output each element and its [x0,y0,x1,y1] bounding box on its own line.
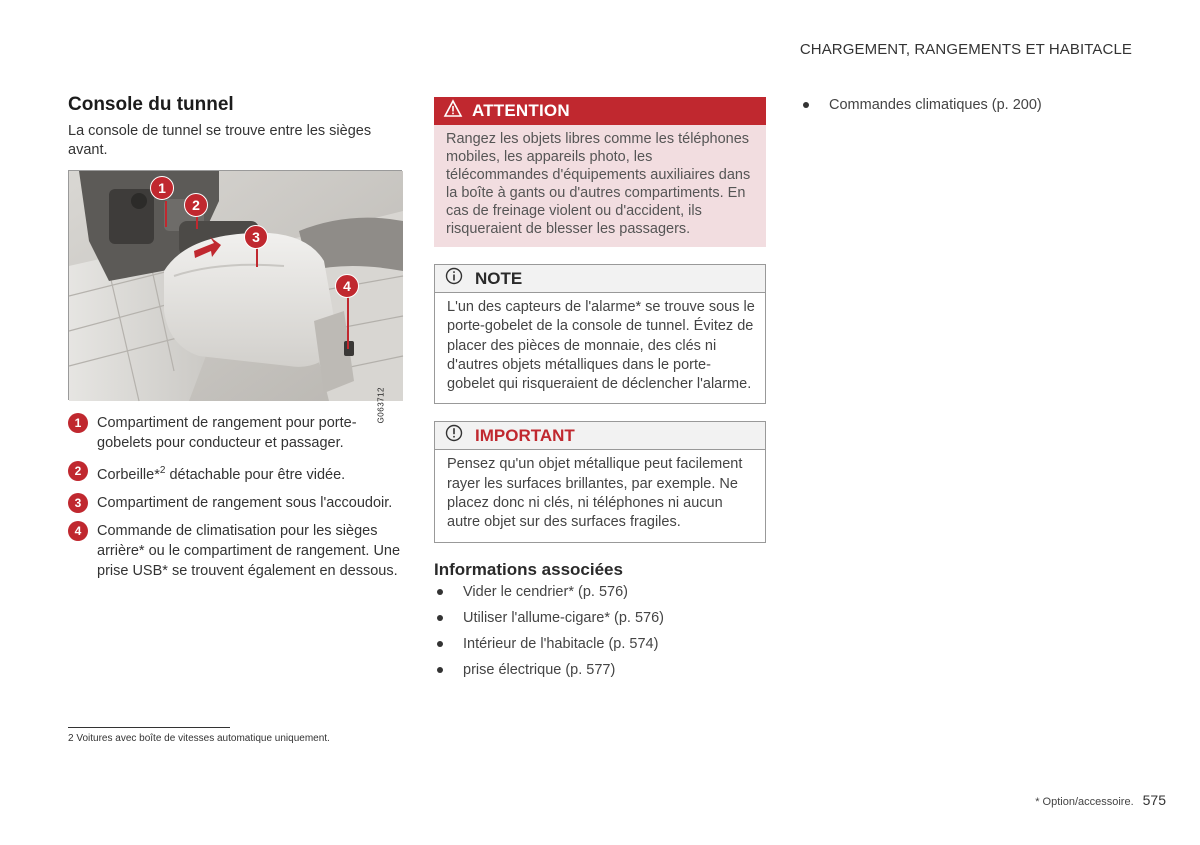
legend-number: 3 [68,493,88,513]
callout-line-1 [165,201,167,227]
related-info-list [434,583,766,679]
attention-body: Rangez les objets libres comme les téléphones mobiles, les appareils photo, les télécommandes d'équipements auxiliaires dans la boîte à gants ou d'autres compartiments. En cas de freinage violent ou d'accident, ils risqueraient de blesser les passagers. [434,125,766,247]
tunnel-console-figure [68,170,402,424]
legend-number: 4 [68,521,88,541]
page-number: 575 [1142,792,1166,808]
related-link[interactable]: Commandes climatiques (p. 200) [800,96,1130,114]
attention-title: ATTENTION [472,101,570,120]
related-link[interactable]: prise électrique (p. 577) [434,661,766,679]
callout-line-2 [196,215,198,229]
related-link[interactable]: Utiliser l'allume-cigare* (p. 576) [434,609,766,627]
info-circle-icon [445,267,463,290]
footnote-divider [68,727,230,728]
callout-line-3 [256,247,258,267]
attention-box [434,97,766,247]
legend-number: 2 [68,461,88,481]
important-title: IMPORTANT [475,425,575,445]
note-title: NOTE [475,268,523,288]
page-footer [1035,792,1166,808]
middle-column [434,97,766,687]
legend-item [68,521,402,581]
page-header: CHARGEMENT, RANGEMENTS ET HABITACLE [799,41,1132,58]
left-column [68,94,402,589]
legend-item [68,461,402,485]
footnote: 2 Voitures avec boîte de vitesses automatique uniquement. [68,733,330,744]
note-box [434,264,766,404]
warning-triangle-icon [444,100,462,122]
legend-text [97,461,345,485]
legend-text: Compartiment de rangement sous l'accoudoir. [97,494,393,511]
option-accessory-note: * Option/accessoire. [1035,796,1134,808]
important-box [434,421,766,542]
figure-code: G063712 [376,387,385,424]
callout-line-4 [347,297,349,349]
callout-2: 2 [184,193,208,217]
intro-text: La console de tunnel se trouve entre les sièges avant. [68,123,372,158]
legend-text: Compartiment de rangement pour porte-gobelets pour conducteur et passager. [97,415,357,451]
legend-item [68,413,402,453]
legend-text-before: Corbeille* [97,466,160,483]
exclamation-circle-icon [445,424,463,447]
right-column [800,96,1130,122]
callout-4: 4 [335,274,359,298]
callout-1: 1 [150,176,174,200]
note-header [435,265,765,293]
footnote-ref: 2 [159,465,166,476]
note-body: L'un des capteurs de l'alarme* se trouve sous le porte-gobelet de la console de tunnel. Évitez de placer des pièces de monnaie, des clés ni d'autres objets métalliques dans le porte-gobelet qui risqueraient de déclencher l'alarme. [447,299,755,393]
important-header [435,422,765,450]
legend-item [68,493,402,513]
section-title: Console du tunnel [68,94,234,115]
important-body: Pensez qu'un objet métallique peut facilement rayer les surfaces brillantes, par exemple. Ne placez donc ni clés, ni téléphones ni aucun autre objet sur des surfaces fragiles. [447,456,743,531]
related-link[interactable]: Intérieur de l'habitacle (p. 574) [434,635,766,653]
callout-3: 3 [244,225,268,249]
legend-number: 1 [68,413,88,433]
legend-text: Commande de climatisation pour les sièges arrière* ou le compartiment de rangement. Une prise USB* se trouvent également en dessous. [97,522,401,579]
related-info-title: Informations associées [434,559,623,579]
legend-text-after: détachable pour être vidée. [165,466,346,483]
figure-legend [68,413,402,581]
related-info-list-continued [800,96,1130,114]
related-link[interactable]: Vider le cendrier* (p. 576) [434,583,766,601]
attention-header [434,97,766,125]
